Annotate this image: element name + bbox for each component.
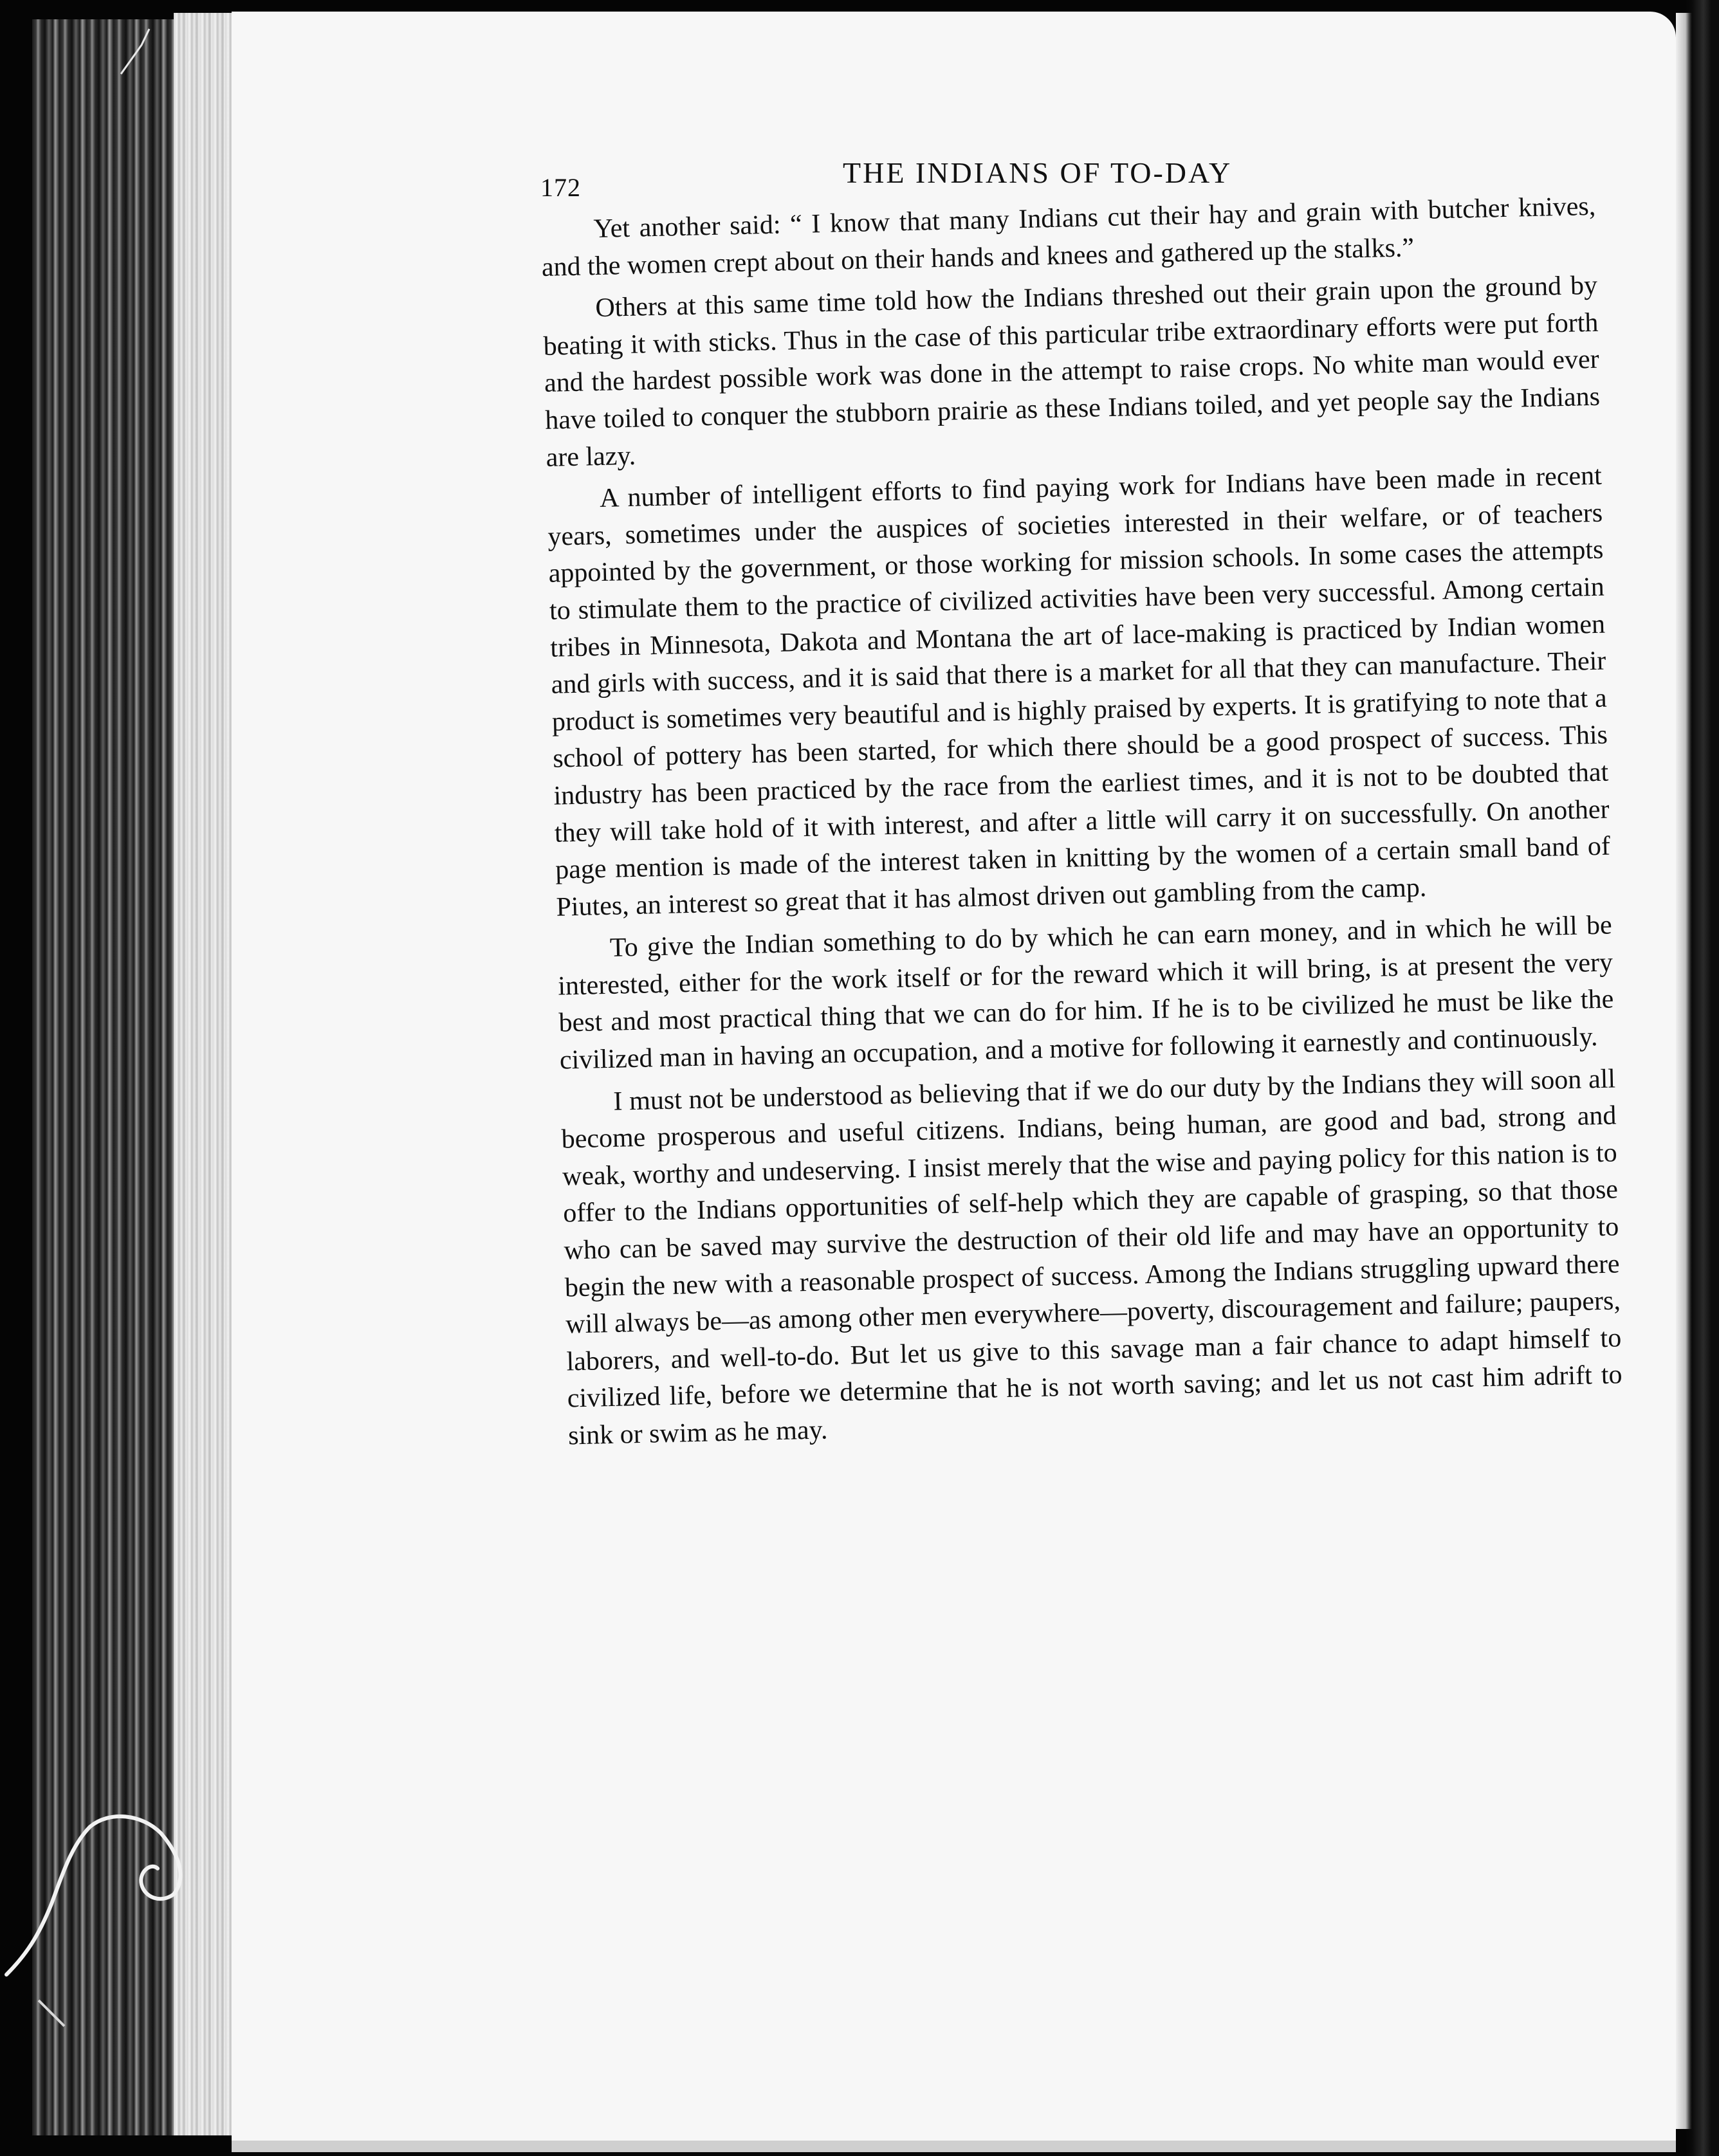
scratch-mark [116,26,154,77]
paragraph: Yet another said: “ I know that many Indians cut their hay and grain with butcher knives, and the women crept about on their hands and knees and gathered up the stalks.” [541,191,1596,282]
paragraph: To give the Indian something to do by which he can earn money, and in which he will be interested, either for the work itself or for the reward which it will bring, is at present the very best and most practical thing that we can do for him. If he is to be civilized he must be like the civilized man in having an occupation, and a motive for following it earnestly and continuously. [557,910,1614,1075]
paragraph: Others at this same time told how the Indians threshed out their grain upon the ground by beating it with sticks. Thus in the case of this particular tribe extraordinary efforts were put forth and the hardest possible work was done in the attempt to raise crops. No white man would ever have toiled to conquer the stubborn prairie as these Indians toiled, and yet people say the Indians are lazy. [543,270,1601,473]
paragraph: A number of intelligent efforts to find paying work for Indians have been made in recent years, sometimes under the auspices of societies interested in their welfare, or of teachers appointed by the government, or those working for mission schools. In some cases the attempts to stimulate them to the practice of civilized activities have been very successful. Among certain tribes in Minnesota, Dakota and Montana the art of lace-making is practiced by Indian women and girls with success, and it is said that there is a market for all that they can manufacture. Their product is sometimes very beautiful and is highly praised by experts. It is gratifying to note that a school of pottery has been started, for which there should be a good prospect of success. This industry has been practiced by the race from the earliest times, and it is not to be doubted that they will take hold of it with interest, and after a little will carry it on successfully. On another page mention is made of the interest taken in knitting by the women of a certain small band of Piutes, an interest so great that it has almost driven out gambling from the camp. [547,461,1611,922]
paragraph: I must not be understood as believing that if we do our duty by the Indians they will soon all become prosperous and useful citizens. Indians, being human, are good and bad, strong and weak, worthy and undeserving. I insist merely that the wise and paying policy for this nation is to offer to the Indians opportunities of self-help which they are capable of grasping, so that those who can be saved may survive the destruction of their old life and may have an opportunity to begin the new with a reasonable prospect of success. Among the Indians struggling upward there will always be—as among other men everywhere—poverty, discouragement and failure; paupers, laborers, and well-to-do. But let us give to this savage man a fair chance to adapt himself to civilized life, before we determine that he is not worth saving; and let us not cast him adrift to sink or swim as he may. [561,1064,1622,1451]
body-text [540,188,1623,1455]
page-number: 172 [540,173,581,202]
page-right-edge [1676,13,1695,2129]
running-title: THE INDIANS OF TO-DAY [843,156,1233,189]
margin-scribble [0,1807,193,2039]
